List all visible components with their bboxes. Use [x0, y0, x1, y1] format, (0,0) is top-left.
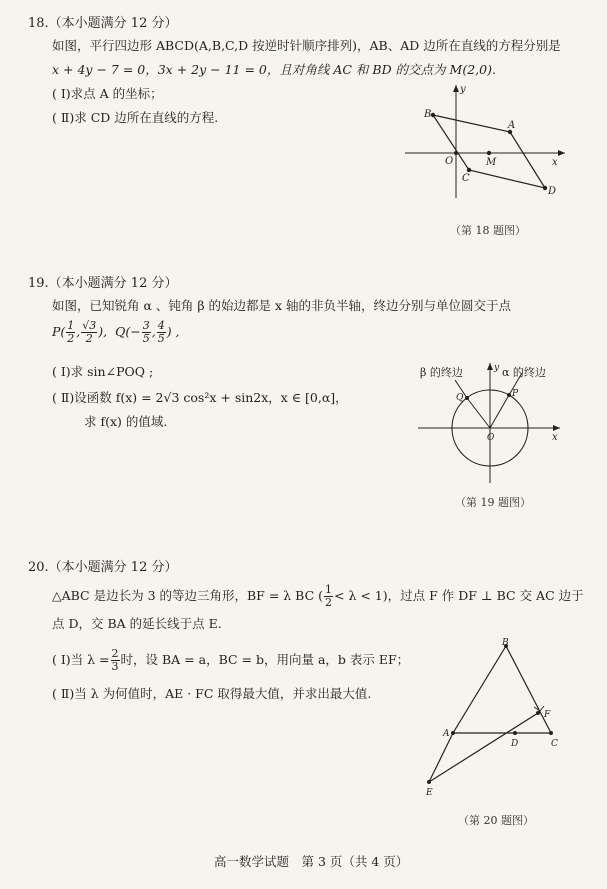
q18-label-d: D — [548, 186, 557, 197]
q19-q-label: Q( — [115, 324, 131, 339]
q18-label-y: y — [460, 84, 466, 95]
q20-point-f — [536, 711, 540, 715]
q18-text-line2: x + 4y − 7 = 0，3x + 2y − 11 = 0，且对角线 AC 和 BD 的交点为 M(2,0). — [52, 62, 496, 77]
q19-y-arrow — [487, 363, 493, 370]
q20-label-f: F — [544, 710, 551, 720]
q19-part2-b: 求 f(x) 的值域. — [84, 414, 168, 429]
q18-part2: ( Ⅱ)求 CD 边所在直线的方程. — [52, 110, 219, 125]
q18-label-x: x — [552, 157, 558, 168]
q18-point-m — [487, 151, 491, 155]
q19-x-arrow — [553, 425, 560, 431]
q18-figure — [400, 80, 570, 210]
q19-heading: 19.（本小题满分 12 分） — [28, 276, 178, 291]
q20-text-line2: 点 D，交 BA 的延长线于点 E. — [52, 616, 222, 631]
q20-point-c — [549, 731, 553, 735]
q18-label-c: C — [462, 173, 470, 184]
q18-x-arrow — [558, 150, 565, 156]
q18-origin — [454, 151, 458, 155]
q20-part2: ( Ⅱ)当 λ 为何值时，AE · FC 取得最大值，并求出最大值. — [52, 686, 372, 701]
q18-caption: （第 18 题图） — [450, 224, 526, 237]
q19-p-x: $\frac{1}{2}$ — [67, 319, 75, 345]
q18-label-b: B — [424, 109, 432, 120]
q19-label-x: x — [552, 432, 558, 443]
q20-lambda-lower: $\frac{1}{2}$ — [325, 583, 333, 609]
q18-point-b — [431, 113, 435, 117]
q18-part1: ( Ⅰ)求点 A 的坐标； — [52, 86, 163, 101]
q20-label-b: B — [502, 638, 509, 648]
q20-point-d — [513, 731, 517, 735]
q20-figure — [420, 636, 570, 801]
q20-label-d: D — [511, 739, 519, 749]
q18-label-a: A — [508, 120, 516, 131]
q19-label-beta: β 的终边 — [420, 366, 463, 379]
q20-caption: （第 20 题图） — [458, 814, 534, 827]
q20-label-a: A — [443, 729, 450, 739]
q20-point-e — [427, 780, 431, 784]
q19-alpha-side — [490, 395, 509, 428]
q19-label-o: O — [487, 433, 495, 443]
q18-label-o: O — [445, 156, 454, 167]
q19-points-line: P( $\frac{1}{2}$ , $\frac{√3}{2}$ ), Q(− $\frac{3}{5}$ , $\frac{4}{5}$ ) , — [52, 319, 180, 345]
q20-label-e: E — [426, 788, 433, 798]
q19-label-p: P — [512, 389, 519, 399]
q19-label-y: y — [494, 363, 500, 373]
q19-label-q: Q — [456, 393, 464, 403]
q19-p-label: P( — [52, 324, 66, 339]
q19-caption: （第 19 题图） — [455, 496, 531, 509]
q20-lambda-value: $\frac{2}{3}$ — [111, 647, 119, 673]
q19-part1: ( Ⅰ)求 sin∠POQ ; — [52, 364, 154, 379]
q20-triangle — [453, 646, 551, 733]
q19-p-y: $\frac{√3}{2}$ — [82, 319, 97, 345]
q19-q-x: $\frac{3}{5}$ — [142, 319, 150, 345]
q20-part1: ( Ⅰ)当 λ = $\frac{2}{3}$ 时，设 BA = a，BC = b，用向量 a，b 表示 EF； — [52, 647, 410, 673]
q19-text-line1: 如图，已知锐角 α 、钝角 β 的始边都是 x 轴的非负半轴，终边分别与单位圆交于点 — [52, 298, 512, 313]
q20-point-a — [451, 731, 455, 735]
q18-y-arrow — [453, 85, 459, 92]
q19-beta-side — [467, 398, 490, 428]
q18-point-d — [543, 186, 547, 190]
q19-q-y: $\frac{4}{5}$ — [157, 319, 165, 345]
q19-point-p — [507, 393, 511, 397]
q20-text-line1: △ABC 是边长为 3 的等边三角形，BF = λ BC ( $\frac{1}{2}$ < λ < 1)，过点 F 作 DF ⊥ BC 交 AC 边于 — [52, 583, 584, 609]
q19-label-alpha: α 的终边 — [502, 366, 546, 379]
q18-point-c — [467, 168, 471, 172]
q18-label-m: M — [486, 157, 497, 168]
q19-point-q — [465, 396, 469, 400]
q20-heading: 20.（本小题满分 12 分） — [28, 560, 178, 575]
q19-part2: ( Ⅱ)设函数 f(x) = 2√3 cos²x + sin2x，x ∈ [0,α]， — [52, 390, 348, 405]
q18-text-line1: 如图，平行四边形 ABCD(A,B,C,D 按逆时针顺序排列)，AB、AD 边所在直线的方程分别是 — [52, 38, 561, 53]
q19-figure — [410, 358, 570, 488]
q18-heading: 18.（本小题满分 12 分） — [28, 16, 178, 31]
q20-label-c: C — [551, 739, 558, 749]
page-footer: 高一数学试题 第 3 页（共 4 页） — [214, 854, 409, 869]
